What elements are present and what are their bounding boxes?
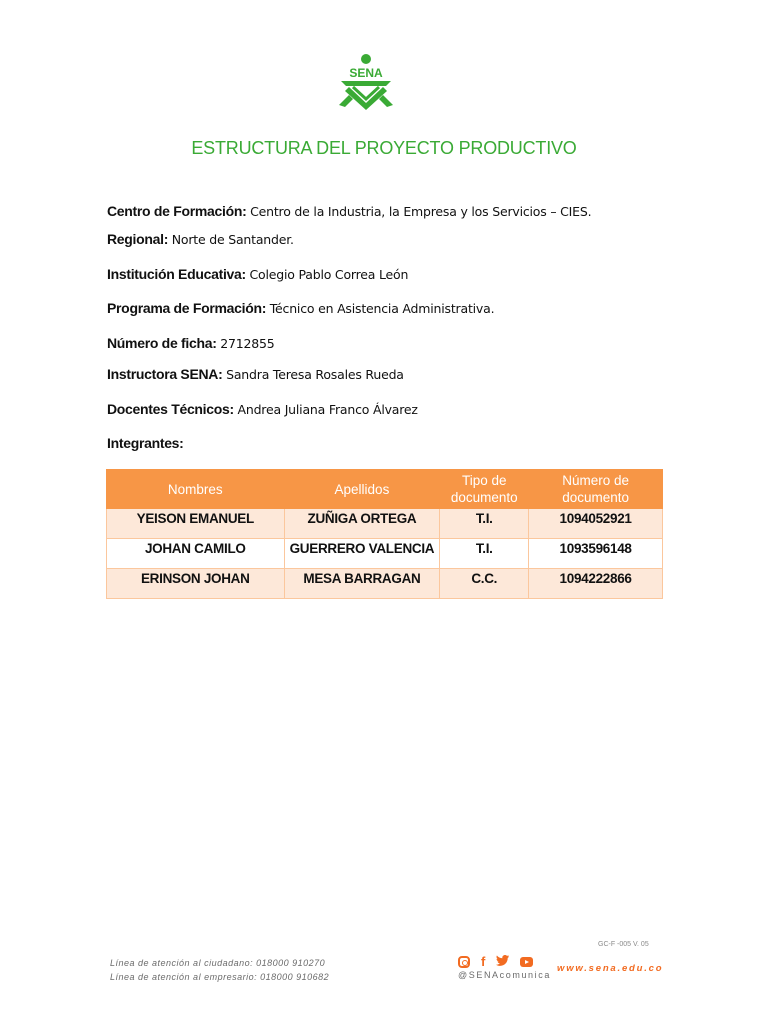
field-label: Instructora SENA: bbox=[107, 366, 223, 382]
cell-numero: 1093596148 bbox=[529, 539, 663, 569]
table-row bbox=[107, 539, 663, 569]
cell-nombres: JOHAN CAMILO bbox=[107, 539, 285, 569]
cell-apellidos: GUERRERO VALENCIA bbox=[284, 539, 440, 569]
field-value: Sandra Teresa Rosales Rueda bbox=[226, 367, 404, 382]
field-label: Programa de Formación: bbox=[107, 300, 267, 316]
field-ficha bbox=[107, 335, 274, 351]
field-instructora bbox=[107, 366, 404, 382]
field-value: Norte de Santander. bbox=[171, 232, 294, 247]
field-value: 2712855 bbox=[220, 336, 275, 351]
header-tipo-documento: Tipo de documento bbox=[440, 470, 529, 509]
cell-apellidos: MESA BARRAGAN bbox=[284, 569, 440, 599]
integrantes-table bbox=[106, 469, 663, 599]
form-code: GC-F -005 V. 05 bbox=[598, 941, 649, 948]
field-docentes bbox=[107, 401, 418, 417]
social-icons bbox=[458, 955, 533, 969]
field-label: Regional: bbox=[107, 231, 169, 247]
field-integrantes bbox=[107, 435, 184, 451]
youtube-icon[interactable] bbox=[520, 957, 533, 967]
cell-nombres: YEISON EMANUEL bbox=[107, 509, 285, 539]
field-value: Centro de la Industria, la Empresa y los Servicios – CIES. bbox=[250, 204, 592, 219]
cell-nombres: ERINSON JOHAN bbox=[107, 569, 285, 599]
header-nombres: Nombres bbox=[107, 470, 285, 509]
field-programa bbox=[107, 300, 494, 316]
field-label: Número de ficha: bbox=[107, 335, 217, 351]
field-centro bbox=[107, 203, 591, 219]
cell-numero: 1094222866 bbox=[529, 569, 663, 599]
contact-lines bbox=[110, 956, 329, 984]
field-value: Colegio Pablo Correa León bbox=[249, 267, 409, 282]
field-label: Docentes Técnicos: bbox=[107, 401, 234, 417]
field-institucion bbox=[107, 266, 408, 282]
field-value: Técnico en Asistencia Administrativa. bbox=[269, 301, 495, 316]
sena-logo bbox=[335, 53, 397, 111]
document-title: ESTRUCTURA DEL PROYECTO PRODUCTIVO bbox=[191, 138, 577, 158]
twitter-icon[interactable] bbox=[496, 955, 509, 969]
header-numero-documento: Número de documento bbox=[529, 470, 663, 509]
website-link[interactable]: www.sena.edu.co bbox=[557, 963, 664, 974]
cell-tipo: C.C. bbox=[440, 569, 529, 599]
field-label: Institución Educativa: bbox=[107, 266, 246, 282]
citizen-line: Línea de atención al ciudadano: 018000 910270 bbox=[110, 958, 326, 968]
table-row bbox=[107, 509, 663, 539]
business-line: Línea de atención al empresario: 018000 910682 bbox=[110, 972, 330, 982]
table-header-row bbox=[107, 470, 663, 509]
cell-apellidos: ZUÑIGA ORTEGA bbox=[284, 509, 440, 539]
cell-numero: 1094052921 bbox=[529, 509, 663, 539]
header-apellidos: Apellidos bbox=[284, 470, 440, 509]
logo-text: SENA bbox=[349, 66, 383, 80]
facebook-icon[interactable]: f bbox=[481, 954, 486, 969]
field-label: Integrantes: bbox=[107, 435, 184, 451]
field-label: Centro de Formación: bbox=[107, 203, 247, 219]
social-handle: @SENAcomunica bbox=[458, 970, 551, 980]
table-row bbox=[107, 569, 663, 599]
cell-tipo: T.I. bbox=[440, 539, 529, 569]
instagram-icon[interactable] bbox=[458, 956, 470, 968]
cell-tipo: T.I. bbox=[440, 509, 529, 539]
field-value: Andrea Juliana Franco Álvarez bbox=[237, 402, 418, 417]
field-regional bbox=[107, 231, 294, 247]
